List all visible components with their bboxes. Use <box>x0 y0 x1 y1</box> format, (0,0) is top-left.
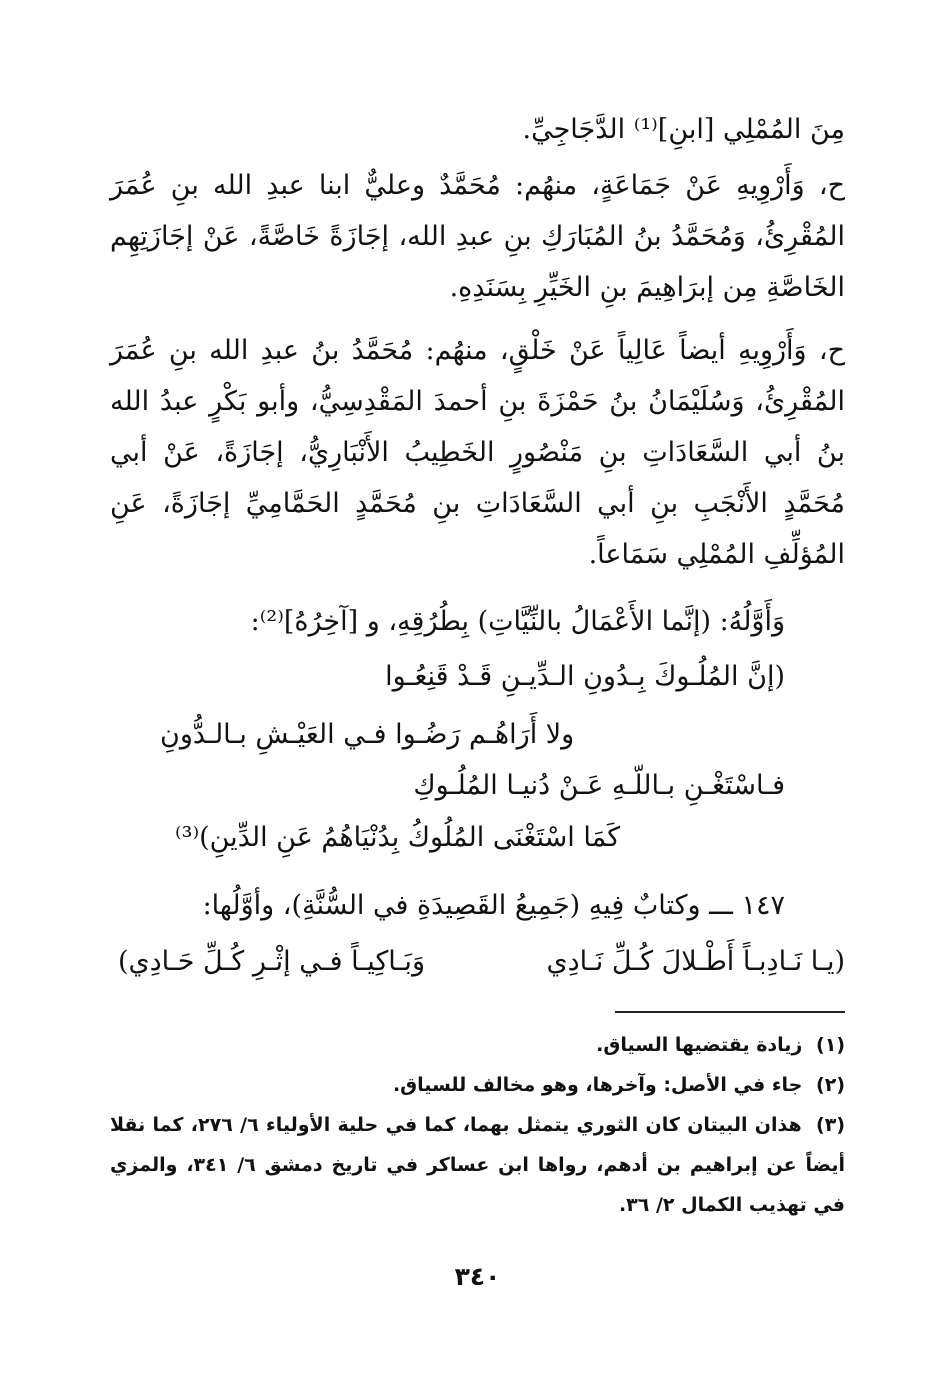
footnote-1 <box>110 1025 845 1065</box>
paragraph-3: ح، وَأَرْوِيهِ أيضاً عَالِياً عَنْ خَلْقٍ، منهُم: مُحَمَّدُ بنُ عبدِ الله بنِ عُمَرَ المُقْرِئُ، وَسُلَيْمَانُ بنُ حَمْزَةَ بنِ أحمدَ المَقْدِسِيُّ، وأبو بَكْرٍ عبدُ الله بنُ أبي السَّعَادَاتِ بنِ مَنْصُورٍ الخَطِيبُ الأَنْبَارِيُّ، إجَازَةً، عَنْ أبي مُحَمَّدٍ الأَنْجَبِ بنِ أبي السَّعَادَاتِ بنِ مُحَمَّدٍ الحَمَّامِيِّ إجَازَةً، عَنِ المُؤلِّفِ المُمْلِي سَمَاعاً. <box>110 335 845 570</box>
entry-147: ١٤٧ ـــ وكتابٌ فِيهِ (جَمِيعُ القَصِيدَةِ في السُّنَّةِ)، وأوَّلُها: <box>202 890 785 921</box>
paragraph-4: وَأَوَّلُهُ: (إنَّما الأَعْمَالُ بالنِّيَّاتِ) بِطُرُقِهِ، و [آخِرُهُ]⁽²⁾: <box>250 606 785 637</box>
paragraph-2: ح، وَأَرْوِيهِ عَنْ جَمَاعَةٍ، منهُم: مُحَمَّدٌ وعليٌّ ابنا عبدِ الله بنِ عُمَرَ المُقْرِئُ، وَمُحَمَّدُ بنُ المُبَارَكِ بنِ عبدِ الله، إجَازَةً خَاصَّةً، عَنْ إجَازَتِهِم الخَاصَّةِ مِن إبرَاهِيمَ بنِ الخَيِّرِ بِسَنَدِهِ. <box>110 170 845 303</box>
verse-second-hemistich: وَبَـاكِيـاً فـي إثْـرِ كُـلِّ حَـادِي) <box>117 946 425 977</box>
footnote-text: زيادة يقتضيها السياق. <box>596 1034 803 1056</box>
footnote-separator <box>615 1011 845 1013</box>
footnote-number: (١) <box>816 1034 845 1056</box>
book-page <box>110 0 845 1398</box>
footnote-2 <box>110 1065 845 1105</box>
footnote-text: جاء في الأصل: وآخرها، وهو مخالف للسياق. <box>392 1074 803 1096</box>
footnote-3 <box>110 1105 845 1225</box>
footnote-number: (٣) <box>816 1114 846 1136</box>
paragraph-1: مِنَ المُمْلِي [ابنِ]⁽¹⁾ الدَّجَاجِيِّ. <box>522 114 845 145</box>
footnote-number: (٢) <box>816 1074 845 1096</box>
footnote-text: هذان البيتان كان الثوري يتمثل بهما، كما في حلية الأولياء ٦/ ٢٧٦، كما نقلا أيضاً عن إبراهيم بن أدهم، رواها ابن عساكر في تاريخ دمشق ٦/ ٣٤١، والمزي في تهذيب الكمال ٢/ ٣٦. <box>110 1114 845 1216</box>
verse-first-hemistich: (يـا نَـادِبـاً أَطْـلالَ كُـلِّ نَـادِي <box>546 946 845 977</box>
page-number: ٣٤٠ <box>454 1262 501 1291</box>
poem-line-1: (إنَّ المُلُـوكَ بِـدُونِ الـدِّيـنِ قَـدْ قَنِعُـوا <box>385 661 785 692</box>
poem-line-2: ولا أَرَاهُـم رَضُـوا فـي العَيْـشِ بـالـدُّونِ <box>160 719 575 750</box>
poem-line-3: فـاسْتَغْـنِ بـاللّـهِ عَـنْ دُنيـا المُلُـوكِ <box>413 770 785 801</box>
poem-line-4: كَمَا اسْتَغْنَى المُلُوكُ بِدُنْيَاهُمُ عَنِ الدِّينِ)⁽³⁾ <box>175 822 621 853</box>
